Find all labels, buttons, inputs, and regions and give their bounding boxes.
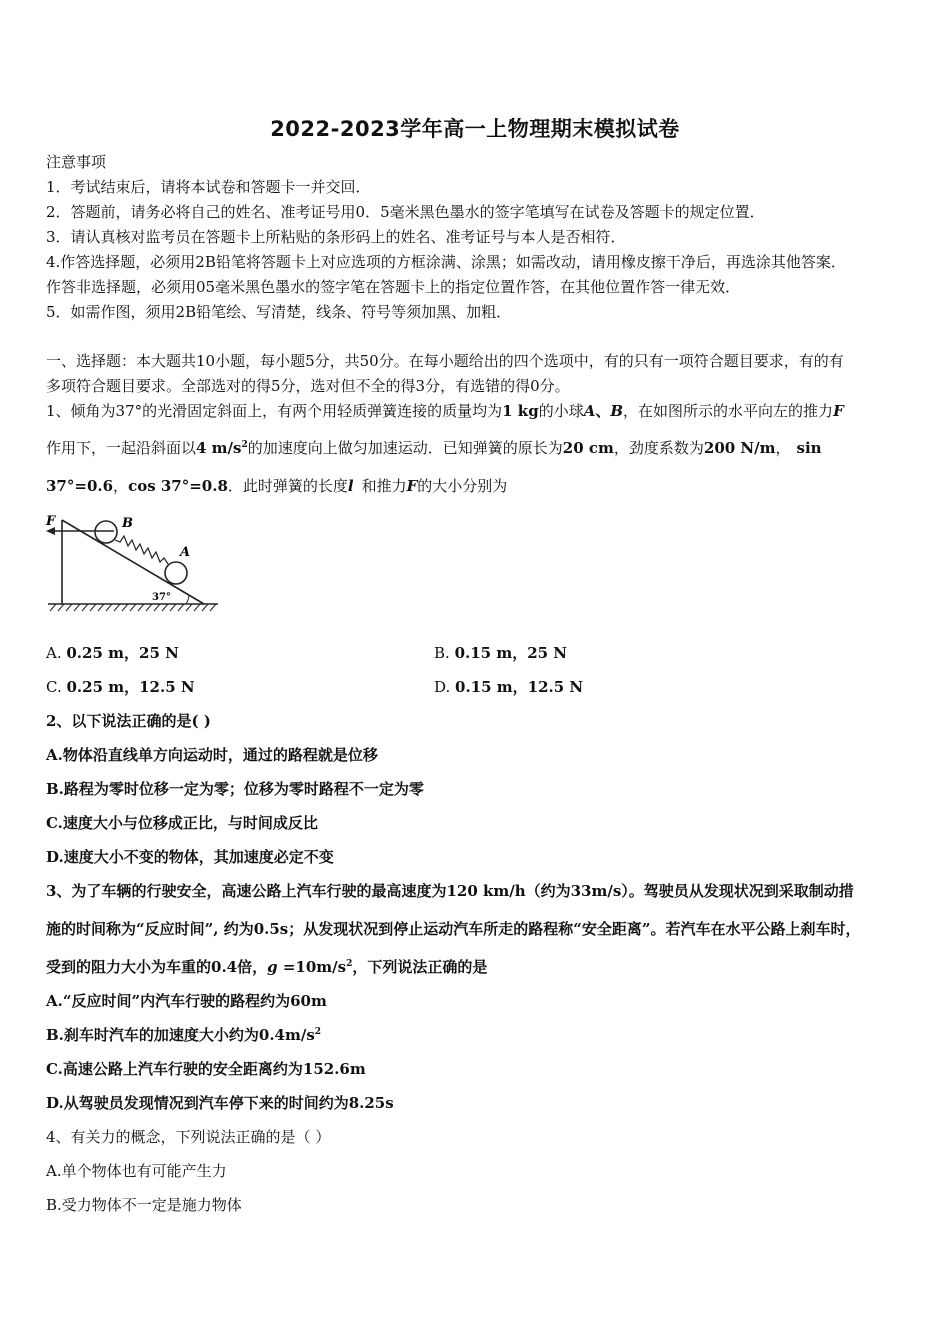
q1-sin-value: 37°=0.6 (46, 477, 114, 495)
section-instructions-line: 多项符合题目要求。全部选对的得5分，选对但不全的得3分，有选错的得0分。 (46, 377, 570, 395)
ball-a (165, 562, 187, 584)
spring (115, 536, 168, 564)
q3-stem-line-3 (46, 956, 487, 978)
q3-option-d: D.从驾驶员发现情况到汽车停下来的时间约为8.25s (46, 1094, 394, 1112)
notice-heading: 注意事项 (46, 153, 107, 171)
notice-item: 1．考试结束后，请将本试卷和答题卡一并交回． (46, 178, 371, 196)
q3-option-b-exponent: 2 (314, 1027, 322, 1037)
q1-text: ， (775, 439, 791, 457)
q1-text: 的大小分别为 (417, 477, 508, 495)
q2-option-b: B.路程为零时位移一定为零；位移为零时路程不一定为零 (46, 780, 424, 798)
q1-text: 和推力 (361, 477, 407, 495)
q1-text: ，在如图所示的水平向左的推力 (623, 402, 834, 420)
q1-text: 1、倾角为37°的光滑固定斜面上，有两个用轻质弹簧连接的质量均为 (46, 402, 503, 420)
notice-item: 3．请认真核对监考员在答题卡上所粘贴的条形码上的姓名、准考证号与本人是否相符． (46, 228, 626, 246)
q4-option-a: A.单个物体也有可能产生力 (46, 1162, 227, 1180)
q1-stem-line-1 (46, 400, 844, 422)
q1-option-d (434, 676, 583, 698)
q1-text: 的小球 (538, 402, 584, 420)
ball-b-label: B (122, 516, 133, 531)
q1-cos-value: cos 37°=0.8 (128, 477, 228, 495)
option-letter: A. (46, 644, 67, 662)
force-label: F (46, 514, 56, 529)
q2-stem: 2、以下说法正确的是( ) (46, 712, 211, 730)
option-text: 0.25 m，12.5 N (66, 678, 195, 696)
q3-text: 受到的阻力大小为车重的0.4倍， (46, 958, 268, 976)
q1-force-f: F (406, 477, 418, 495)
q1-option-a (46, 642, 179, 664)
option-text: 0.25 m，25 N (66, 644, 179, 662)
q1-text: ，劲度系数为 (613, 439, 704, 457)
q3-stem-line-2: 施的时间称为“反应时间”, 约为0.5s；从发现状况到停止运动汽车所走的路程称“安全距离”。若汽车在水平公路上刹车时， (46, 920, 861, 938)
ball-a-label: A (180, 545, 191, 560)
q3-option-b (46, 1024, 321, 1046)
page-title: 2022-2023学年高一上物理期末模拟试卷 (270, 117, 680, 141)
q1-sin: sin (796, 439, 822, 457)
option-letter: B. (434, 644, 455, 662)
q1-force-f: F (833, 402, 844, 420)
angle-arc (186, 595, 189, 604)
option-letter: D. (434, 678, 456, 696)
q3-text: ，下列说法正确的是 (352, 958, 488, 976)
q1-text: 的加速度向上做匀加速运动．已知弹簧的原长为 (247, 439, 563, 457)
q3-g-exponent: 2 (346, 959, 353, 969)
q1-incline-figure (40, 508, 225, 614)
q3-g-value: =10m/s (277, 958, 347, 976)
q3-g: g (267, 958, 278, 976)
q3-option-a: A.“反应时间”内汽车行驶的路程约为60m (46, 992, 327, 1010)
q1-stem-line-3 (46, 475, 507, 497)
q1-length-l: l (347, 477, 354, 495)
q1-mass: 1 kg (502, 402, 539, 420)
q3-option-c: C.高速公路上汽车行驶的安全距离约为152.6m (46, 1060, 366, 1078)
q1-stem-line-2 (46, 437, 822, 459)
angle-label: 37° (152, 592, 171, 603)
q1-acceleration-exponent: 2 (241, 440, 248, 450)
q1-text: 、 (595, 402, 611, 420)
q1-text: ， (113, 477, 129, 495)
option-text: 0.15 m，12.5 N (455, 678, 584, 696)
q4-option-b: B.受力物体不一定是施力物体 (46, 1196, 242, 1214)
notice-item: 2．答题前，请务必将自己的姓名、准考证号用0．5毫米黑色墨水的签字笔填写在试卷及答题卡的规定位置． (46, 203, 765, 221)
option-letter: C. (46, 678, 67, 696)
q1-option-b (434, 642, 567, 664)
q1-ball-b: B (610, 402, 624, 420)
wedge-incline (62, 520, 204, 604)
q2-option-a: A.物体沿直线单方向运动时，通过的路程就是位移 (46, 746, 378, 764)
notice-item: 4.作答选择题，必须用2B铅笔将答题卡上对应选项的方框涂满、涂黑；如需改动，请用橡皮擦干净后，再选涂其他答案． (46, 253, 846, 271)
notice-item: 作答非选择题，必须用05毫米黑色墨水的签字笔在答题卡上的指定位置作答，在其他位置作答一律无效． (46, 278, 741, 296)
q1-ball-a: A (583, 402, 596, 420)
q1-acceleration-value: 4 m/s (196, 439, 242, 457)
q1-spring-length: 20 cm (562, 439, 614, 457)
q2-option-c: C.速度大小与位移成正比，与时间成反比 (46, 814, 318, 832)
ball-b (95, 521, 117, 543)
section-instructions-line: 一、选择题：本大题共10小题，每小题5分，共50分。在每小题给出的四个选项中，有的只有一项符合题目要求，有的有 (46, 352, 844, 370)
q3-stem-line-1: 3、为了车辆的行驶安全，高速公路上汽车行驶的最高速度为120 km/h（约为33m/s）。驾驶员从发现状况到采取制动措 (46, 882, 854, 900)
option-text: 0.15 m，25 N (454, 644, 567, 662)
q1-option-c (46, 676, 195, 698)
q1-text: 作用下，一起沿斜面以 (46, 439, 197, 457)
notice-item: 5．如需作图，须用2B铅笔绘、写清楚，线条、符号等须加黑、加粗． (46, 303, 512, 321)
q3-option-b-text: B.刹车时汽车的加速度大小约为0.4m/s (46, 1026, 315, 1044)
q1-text: ．此时弹簧的长度 (227, 477, 348, 495)
q2-option-d: D.速度大小不变的物体，其加速度必定不变 (46, 848, 334, 866)
ground-hatch (50, 604, 216, 611)
q1-spring-constant: 200 N/m (703, 439, 776, 457)
q1-acceleration (196, 439, 248, 457)
q4-stem: 4、有关力的概念，下列说法正确的是（ ） (46, 1128, 331, 1146)
